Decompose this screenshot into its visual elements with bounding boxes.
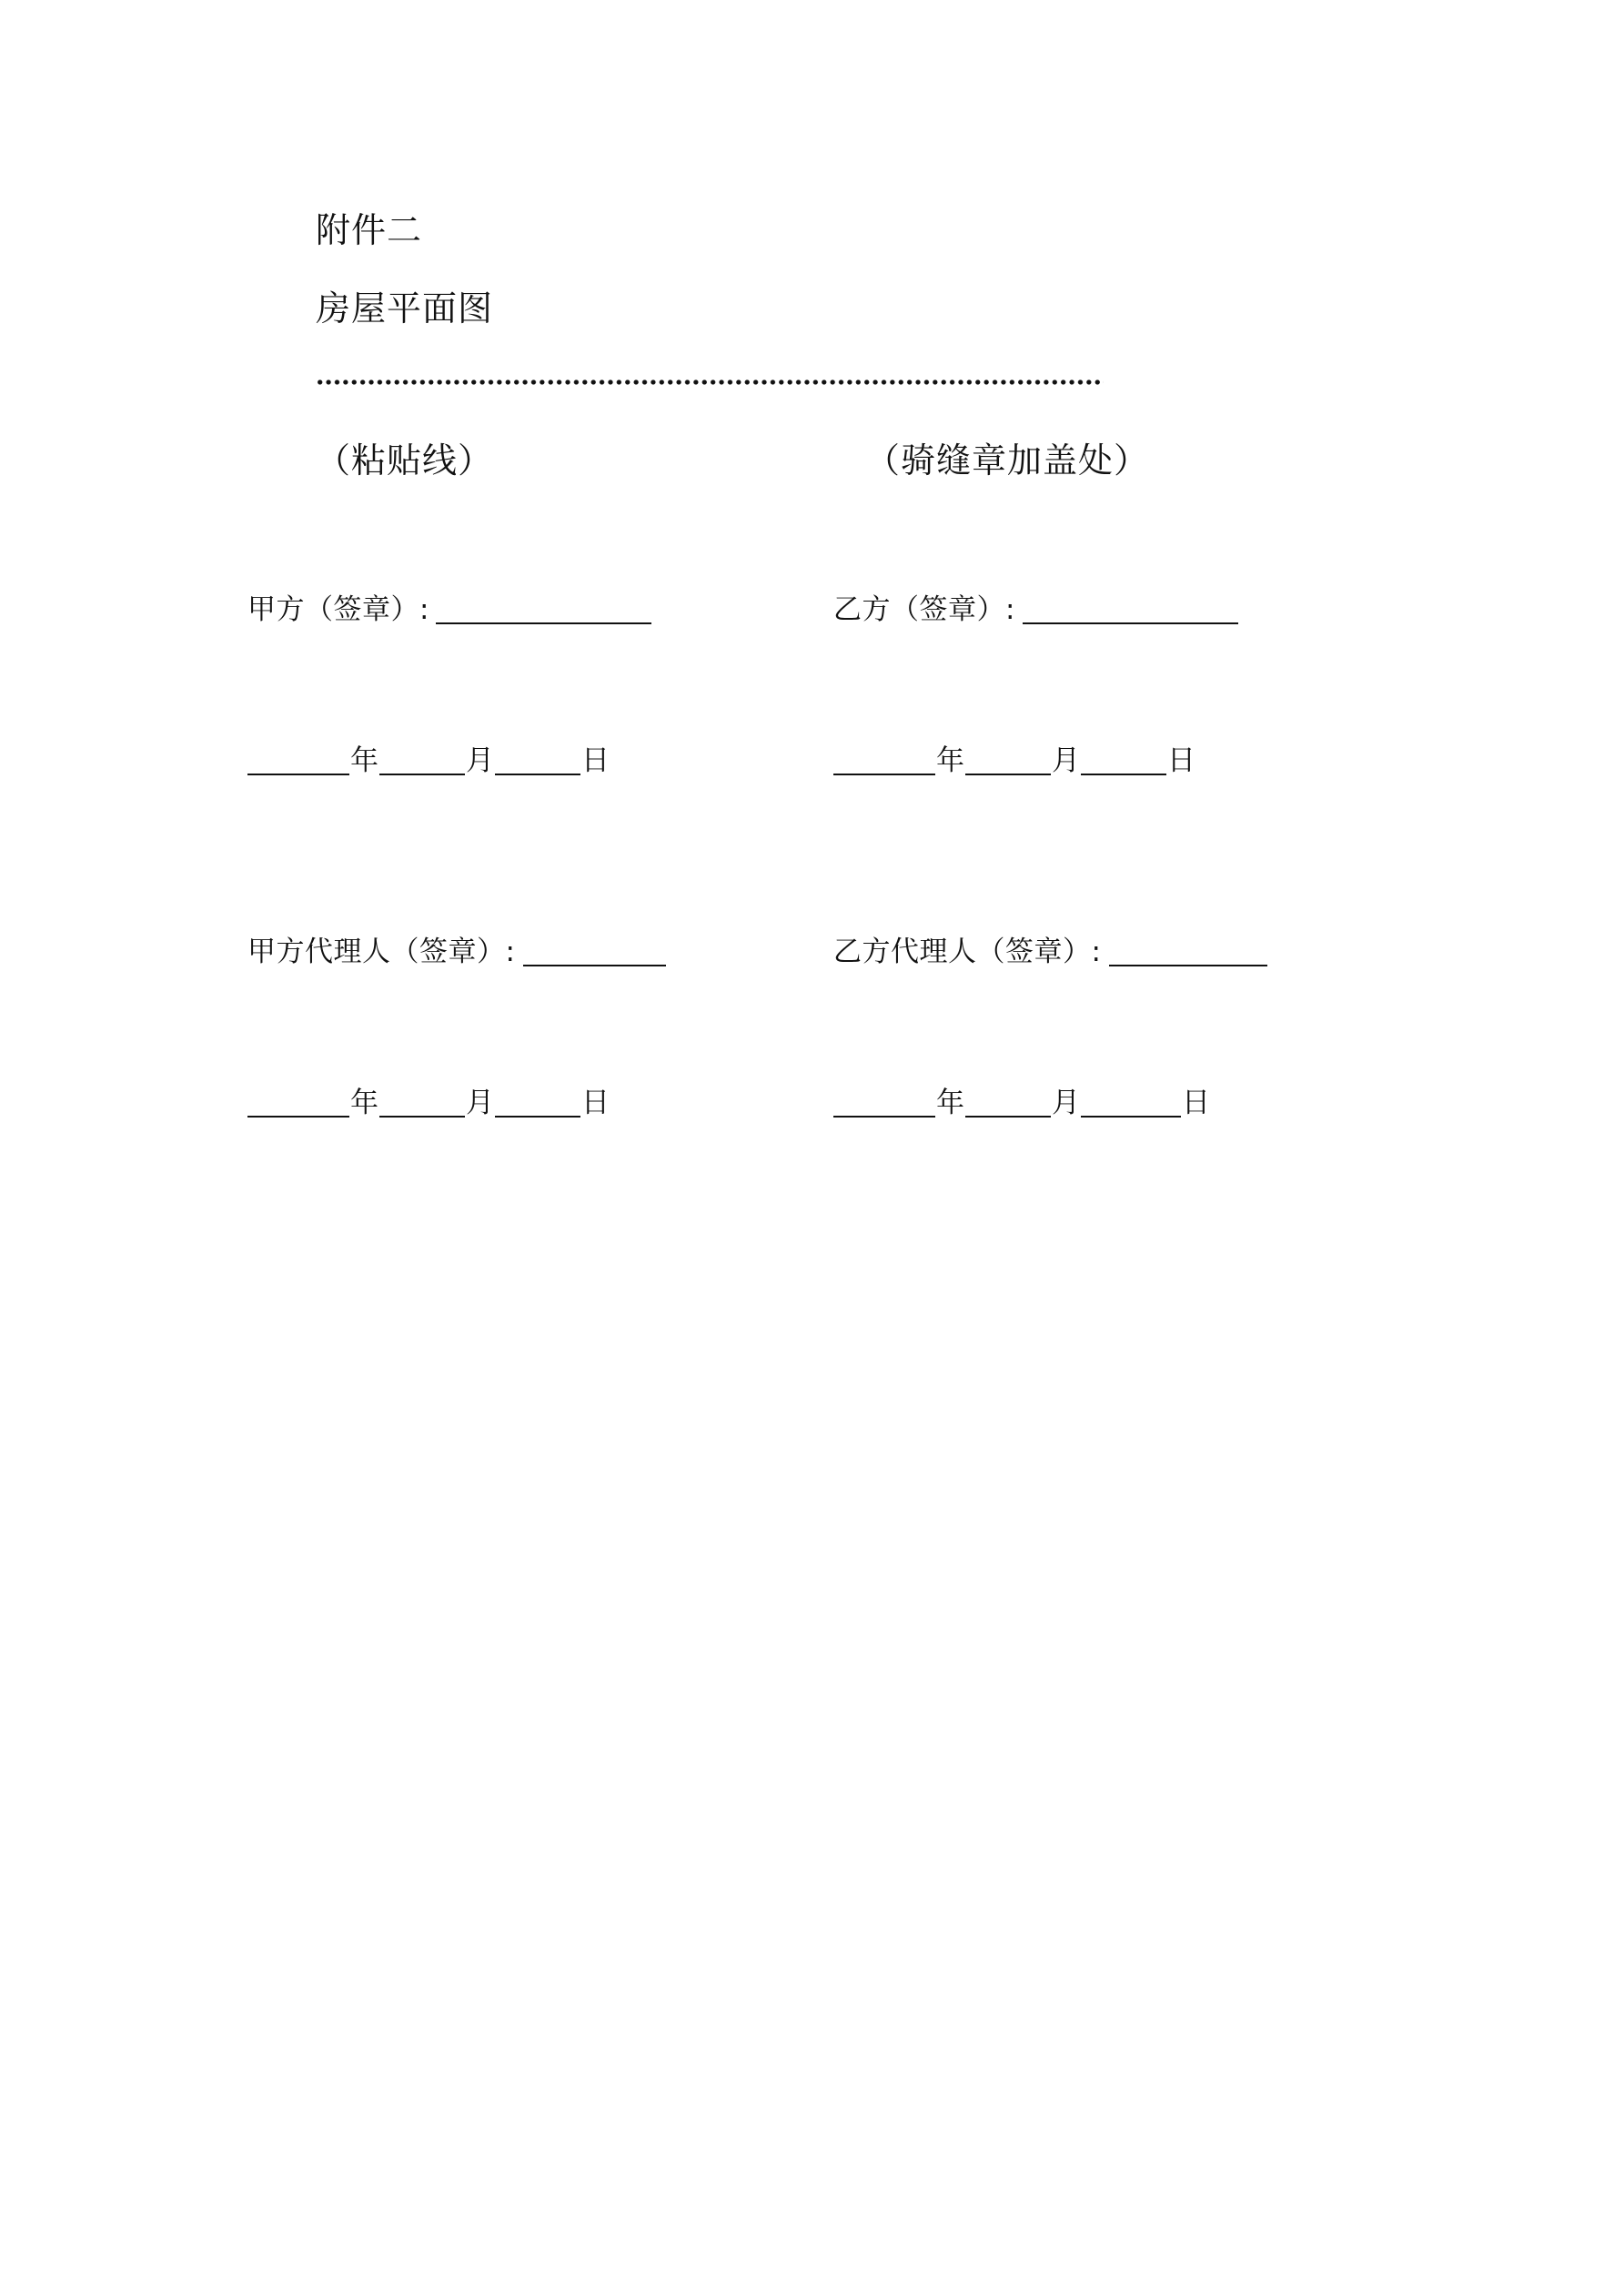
attachment-label: 附件二 <box>316 210 423 250</box>
day-unit: 日 <box>1167 744 1195 777</box>
party-a-signature-label: 甲方（签章）: <box>247 593 429 626</box>
agent-b-signature-label: 乙方代理人（签章）: <box>833 936 1102 968</box>
agent-a-month-blank[interactable] <box>379 1090 465 1118</box>
agent-b-month-blank[interactable] <box>965 1090 1051 1118</box>
seal-area-label: （骑缝章加盖处） <box>865 440 1150 480</box>
year-unit: 年 <box>350 744 378 777</box>
party-a-year-blank[interactable] <box>247 748 349 775</box>
agent-a-signature-label: 甲方代理人（签章）: <box>247 936 516 968</box>
paste-line-label: （粘贴线） <box>316 440 494 480</box>
agent-a-signature-line[interactable] <box>523 965 666 966</box>
party-a-month-blank[interactable] <box>379 748 465 775</box>
day-unit: 日 <box>581 1087 610 1119</box>
agent-b-date <box>833 1089 1211 1118</box>
agent-b-signature-line[interactable] <box>1109 965 1267 966</box>
agent-b-year-blank[interactable] <box>833 1090 935 1118</box>
year-unit: 年 <box>936 744 964 777</box>
page-title: 房屋平面图 <box>316 288 494 329</box>
month-unit: 月 <box>1052 744 1080 777</box>
party-b-day-blank[interactable] <box>1081 748 1166 775</box>
month-unit: 月 <box>1052 1087 1080 1119</box>
agent-a-day-blank[interactable] <box>495 1090 580 1118</box>
party-a-day-blank[interactable] <box>495 748 580 775</box>
party-b-date <box>833 744 1196 777</box>
month-unit: 月 <box>466 744 494 777</box>
month-unit: 月 <box>466 1087 494 1119</box>
year-unit: 年 <box>936 1087 964 1119</box>
party-a-signature-line[interactable] <box>436 622 651 624</box>
agent-a-date <box>247 1089 610 1118</box>
party-b-year-blank[interactable] <box>833 748 935 775</box>
agent-a-year-blank[interactable] <box>247 1090 349 1118</box>
party-b-month-blank[interactable] <box>965 748 1051 775</box>
paste-dotted-line <box>316 377 1104 388</box>
party-b-signature-label: 乙方（签章）: <box>833 593 1015 626</box>
year-unit: 年 <box>350 1087 378 1119</box>
day-unit: 日 <box>581 744 610 777</box>
agent-b-day-blank[interactable] <box>1081 1090 1181 1118</box>
party-b-signature-line[interactable] <box>1023 622 1238 624</box>
party-a-date <box>247 744 610 777</box>
day-unit: 日 <box>1182 1087 1210 1119</box>
